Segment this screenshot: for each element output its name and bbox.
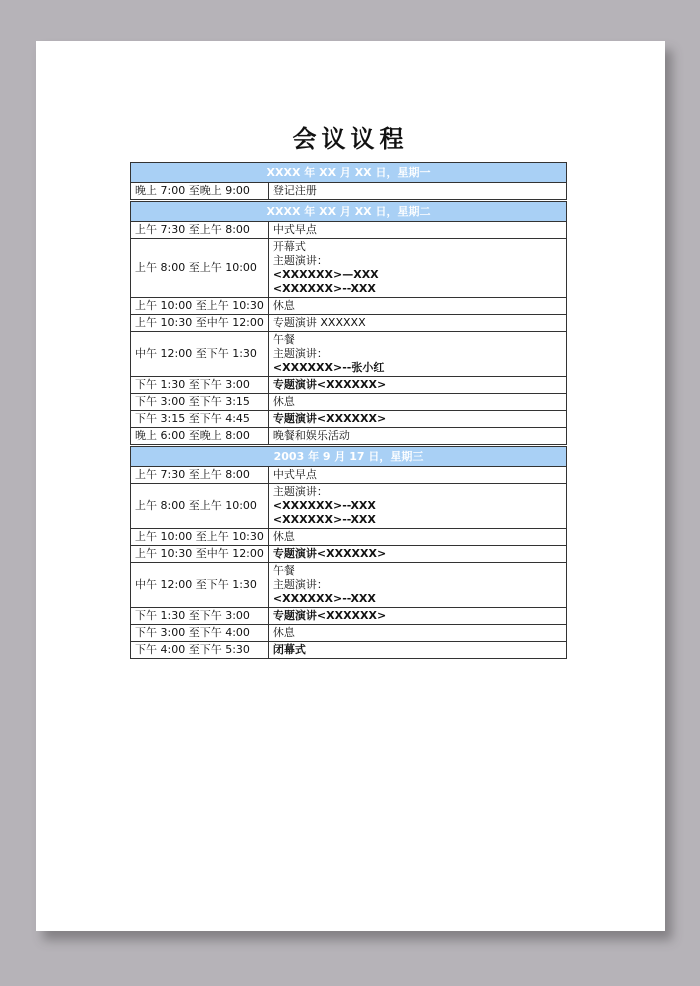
time-cell: 下午 1:30 至下午 3:00: [131, 377, 269, 394]
event-cell: [268, 332, 566, 377]
event-text: <XXXXXX>--XXX: [272, 513, 376, 526]
day-header-row: [131, 163, 567, 183]
day-header: 2003 年 9 月 17 日，星期三: [131, 447, 567, 467]
event-text: 专题演讲<XXXXXX>: [272, 378, 387, 391]
agenda-row: [131, 546, 567, 563]
day-header-row: [131, 447, 567, 467]
event-cell: [268, 467, 566, 484]
time-cell: 上午 10:00 至上午 10:30: [131, 298, 269, 315]
event-text: 中式早点: [272, 223, 317, 236]
agenda-table: [130, 162, 567, 659]
event-cell: [268, 608, 566, 625]
agenda-row: [131, 563, 567, 608]
time-cell: 下午 3:00 至下午 3:15: [131, 394, 269, 411]
time-cell: 上午 8:00 至上午 10:00: [131, 484, 269, 529]
event-cell: [268, 642, 566, 659]
event-text: 中式早点: [272, 468, 317, 481]
time-cell: 上午 10:00 至上午 10:30: [131, 529, 269, 546]
agenda-row: [131, 529, 567, 546]
event-cell: [268, 222, 566, 239]
time-cell: 上午 7:30 至上午 8:00: [131, 222, 269, 239]
event-text: <XXXXXX>--XXX: [272, 592, 376, 605]
event-text: <XXXXXX>--XXX: [272, 499, 376, 512]
time-cell: 中午 12:00 至下午 1:30: [131, 563, 269, 608]
agenda-row: [131, 642, 567, 659]
event-text: 晚餐和娱乐活动: [272, 429, 350, 442]
time-cell: 下午 1:30 至下午 3:00: [131, 608, 269, 625]
event-cell: [268, 377, 566, 394]
event-text: 开幕式: [272, 240, 306, 253]
event-text: 休息: [272, 530, 295, 543]
page-title: 会议议程: [292, 124, 409, 153]
event-cell: [268, 315, 566, 332]
event-cell: [268, 411, 566, 428]
day-header-row: [131, 202, 567, 222]
event-text: 午餐: [272, 333, 295, 346]
event-cell: [268, 428, 566, 445]
event-text: 主题演讲：: [272, 485, 328, 498]
time-cell: 上午 8:00 至上午 10:00: [131, 239, 269, 298]
agenda-row: [131, 332, 567, 377]
event-text: 午餐: [272, 564, 295, 577]
time-cell: 下午 4:00 至下午 5:30: [131, 642, 269, 659]
event-text: 主题演讲：: [272, 347, 328, 360]
event-cell: [268, 298, 566, 315]
event-cell: [268, 546, 566, 563]
time-cell: 上午 10:30 至中午 12:00: [131, 546, 269, 563]
event-text: 专题演讲<XXXXXX>: [272, 609, 387, 622]
agenda-row: [131, 394, 567, 411]
event-cell: [268, 394, 566, 411]
event-text: 休息: [272, 626, 295, 639]
event-cell: [268, 529, 566, 546]
time-cell: 上午 7:30 至上午 8:00: [131, 467, 269, 484]
agenda-row: [131, 239, 567, 298]
time-cell: 下午 3:00 至下午 4:00: [131, 625, 269, 642]
time-cell: 下午 3:15 至下午 4:45: [131, 411, 269, 428]
event-text: 主题演讲：: [272, 254, 328, 267]
agenda-row: [131, 411, 567, 428]
event-cell: [268, 625, 566, 642]
event-text: 主题演讲：: [272, 578, 328, 591]
event-text: 闭幕式: [272, 643, 306, 656]
event-text: 专题演讲<XXXXXX>: [272, 547, 387, 560]
event-cell: [268, 183, 566, 200]
time-cell: 晚上 7:00 至晚上 9:00: [131, 183, 269, 200]
agenda-row: [131, 484, 567, 529]
agenda-row: [131, 377, 567, 394]
day-header: XXXX 年 XX 月 XX 日，星期二: [131, 202, 567, 222]
document-page: [36, 41, 665, 931]
agenda-row: [131, 608, 567, 625]
agenda-row: [131, 625, 567, 642]
event-text: <XXXXXX>--XXX: [272, 282, 376, 295]
event-cell: [268, 239, 566, 298]
event-text: 专题演讲<XXXXXX>: [272, 412, 387, 425]
agenda-body: [131, 163, 567, 659]
event-text: 休息: [272, 395, 295, 408]
agenda-row: [131, 467, 567, 484]
event-text: <XXXXXX>—XXX: [272, 268, 379, 281]
event-text: 专题演讲 XXXXXX: [272, 316, 366, 329]
time-cell: 晚上 6:00 至晚上 8:00: [131, 428, 269, 445]
agenda-row: [131, 183, 567, 200]
event-text: <XXXXXX>--张小红: [272, 361, 385, 374]
time-cell: 上午 10:30 至中午 12:00: [131, 315, 269, 332]
event-text: 登记注册: [272, 184, 317, 197]
day-header: XXXX 年 XX 月 XX 日，星期一: [131, 163, 567, 183]
event-cell: [268, 484, 566, 529]
agenda-row: [131, 222, 567, 239]
agenda-row: [131, 428, 567, 445]
agenda-row: [131, 315, 567, 332]
time-cell: 中午 12:00 至下午 1:30: [131, 332, 269, 377]
agenda-row: [131, 298, 567, 315]
event-cell: [268, 563, 566, 608]
event-text: 休息: [272, 299, 295, 312]
